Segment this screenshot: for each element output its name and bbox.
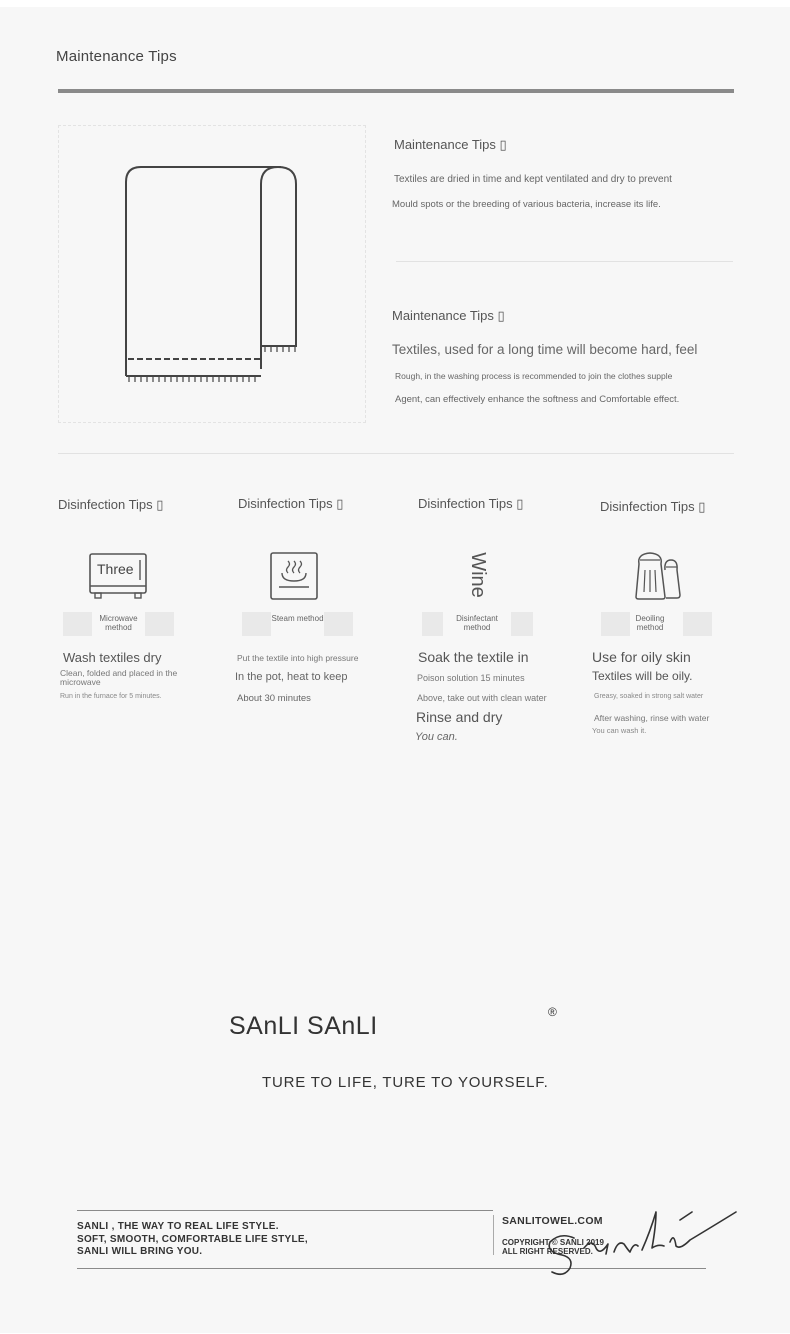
brand-slogan: TURE TO LIFE, TURE TO YOURSELF. bbox=[262, 1074, 549, 1091]
method-label-deoiling bbox=[601, 612, 712, 636]
footer-rule-top bbox=[77, 1210, 493, 1211]
method-label-text: Deoiling method bbox=[635, 614, 665, 632]
maintenance-tip-1-line-2: Mould spots or the breeding of various bacteria, increase its life. bbox=[392, 199, 661, 210]
footer-vertical-divider bbox=[493, 1215, 494, 1255]
method-label-disinfectant bbox=[422, 612, 533, 636]
tips-divider bbox=[396, 261, 733, 262]
method-label-text: Steam method bbox=[271, 614, 324, 623]
disinfectant-line-3: Above, take out with clean water bbox=[417, 693, 547, 703]
disinfectant-line-4: Rinse and dry bbox=[416, 709, 503, 725]
disinfection-heading: Disinfection Tips ▯ bbox=[58, 497, 164, 512]
microwave-icon bbox=[88, 552, 148, 602]
disinfection-column-microwave bbox=[58, 497, 228, 513]
method-label-steam bbox=[242, 612, 353, 636]
section-divider bbox=[58, 89, 734, 93]
disinfectant-line-1: Soak the textile in bbox=[418, 649, 529, 665]
disinfectant-line-5: You can. bbox=[415, 731, 458, 743]
deoiling-icon bbox=[632, 550, 684, 602]
microwave-line-1: Wash textiles dry bbox=[63, 650, 162, 665]
label-block-right bbox=[683, 612, 712, 636]
towel-icon bbox=[120, 160, 305, 385]
disinfectant-line-2: Poison solution 15 minutes bbox=[417, 673, 525, 683]
footer-line-1: SANLI , THE WAY TO REAL LIFE STYLE. bbox=[77, 1221, 279, 1232]
method-label-microwave bbox=[63, 612, 174, 636]
disinfection-heading: Disinfection Tips ▯ bbox=[600, 499, 706, 514]
steam-line-3: About 30 minutes bbox=[237, 693, 311, 704]
disinfection-column-steam bbox=[238, 496, 408, 512]
maintenance-tip-1-heading: Maintenance Tips ▯ bbox=[394, 137, 507, 152]
registered-mark: ® bbox=[548, 1005, 557, 1019]
disinfection-column-disinfectant bbox=[418, 496, 588, 512]
steam-line-1: Put the textile into high pressure bbox=[237, 653, 359, 663]
disinfection-column-deoiling bbox=[600, 499, 770, 515]
wine-text: Wine bbox=[467, 552, 489, 598]
label-block-left bbox=[422, 612, 443, 636]
footer-line-2: SOFT, SMOOTH, COMFORTABLE LIFE STYLE, bbox=[77, 1234, 308, 1245]
deoiling-line-5: You can wash it. bbox=[592, 726, 647, 735]
deoiling-line-3: Greasy, soaked in strong salt water bbox=[594, 693, 704, 700]
microwave-icon-text: Three bbox=[97, 561, 134, 577]
label-block-right bbox=[145, 612, 174, 636]
footer-line-3: SANLI WILL BRING YOU. bbox=[77, 1246, 203, 1257]
disinfection-heading: Disinfection Tips ▯ bbox=[418, 496, 524, 511]
maintenance-tip-2-line-2: Rough, in the washing process is recommended to join the clothes supple bbox=[395, 371, 673, 381]
label-block-left bbox=[242, 612, 271, 636]
maintenance-tip-1-line-1: Textiles are dried in time and kept ventilated and dry to prevent bbox=[394, 174, 672, 185]
footer-rights: ALL RIGHT RESERVED. bbox=[502, 1247, 593, 1256]
footer-website: SANLITOWEL.COM bbox=[502, 1215, 603, 1227]
deoiling-line-1: Use for oily skin bbox=[592, 649, 691, 665]
label-block-left bbox=[601, 612, 630, 636]
footer-copyright: COPYRIGHT © SANLI 2019 bbox=[502, 1238, 604, 1247]
maintenance-tip-2-heading: Maintenance Tips ▯ bbox=[392, 308, 505, 323]
label-block-right bbox=[324, 612, 353, 636]
microwave-line-2: Clean, folded and placed in the microwave bbox=[60, 668, 178, 687]
signature-icon bbox=[540, 1192, 740, 1282]
deoiling-line-2: Textiles will be oily. bbox=[592, 669, 693, 683]
section-divider-thin bbox=[58, 453, 734, 454]
label-block-left bbox=[63, 612, 92, 636]
method-label-text: Disinfectant method bbox=[456, 614, 498, 632]
microwave-line-3: Run in the furnace for 5 minutes. bbox=[60, 693, 162, 700]
maintenance-tip-2-line-3: Agent, can effectively enhance the softness and Comfortable effect. bbox=[395, 394, 680, 405]
steam-icon bbox=[269, 551, 319, 601]
method-label-text: Microwave method bbox=[99, 614, 138, 632]
brand-logo-text: SAnLI SAnLI bbox=[229, 1012, 378, 1040]
maintenance-tip-2-line-1: Textiles, used for a long time will become hard, feel bbox=[392, 342, 698, 357]
label-block-right bbox=[511, 612, 533, 636]
disinfection-heading: Disinfection Tips ▯ bbox=[238, 496, 344, 511]
deoiling-line-4: After washing, rinse with water bbox=[594, 713, 710, 723]
steam-line-2: In the pot, heat to keep bbox=[235, 671, 348, 683]
section-title: Maintenance Tips bbox=[56, 48, 177, 65]
